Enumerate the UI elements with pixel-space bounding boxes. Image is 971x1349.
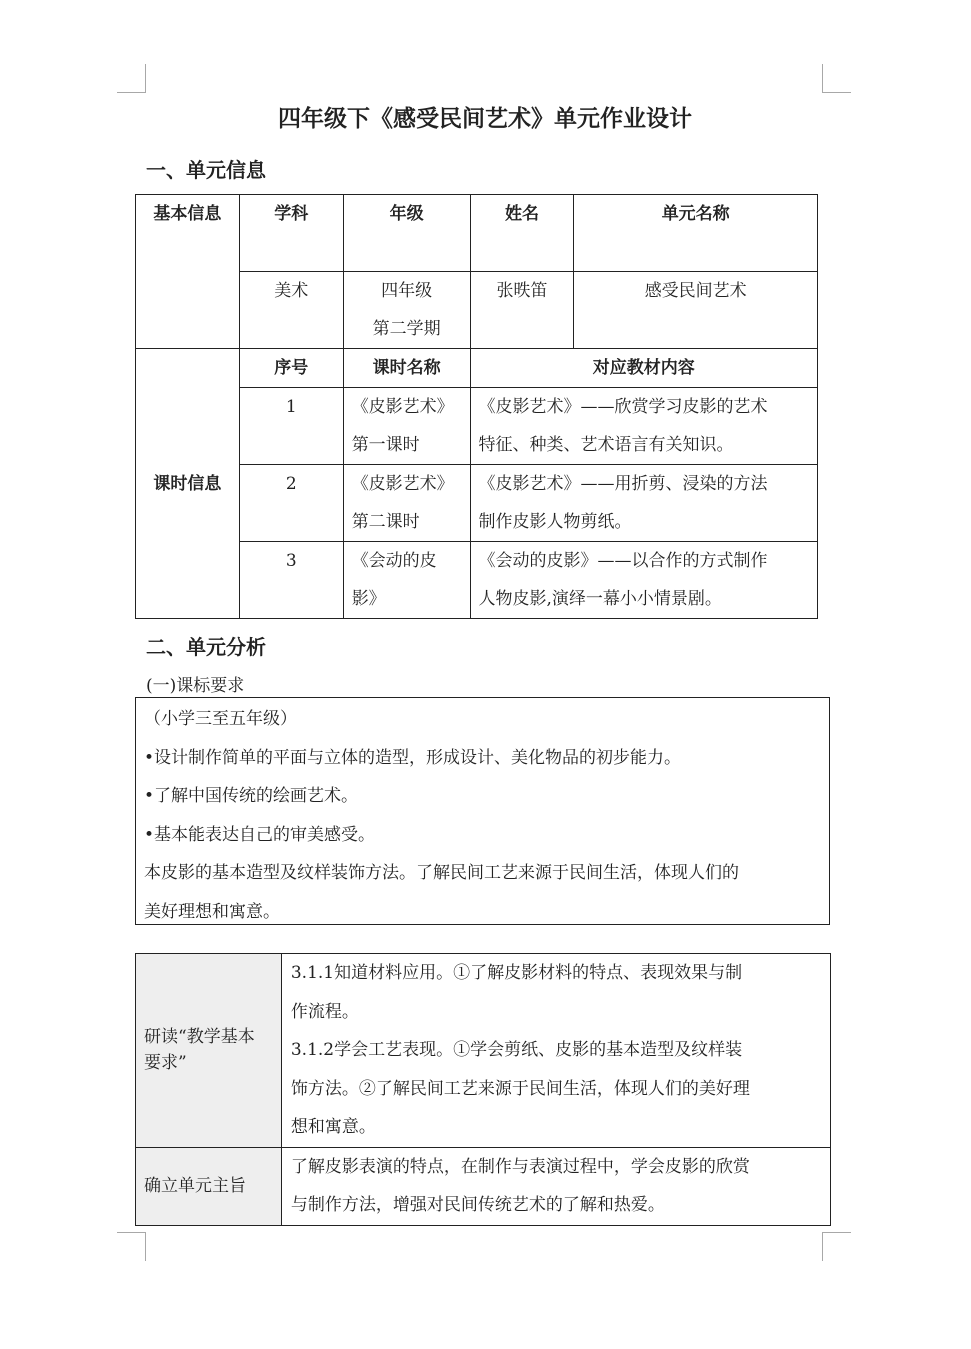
header-unit-name: 单元名称 (574, 195, 818, 272)
crop-mark-bottom-left (117, 1232, 146, 1261)
lesson-name-line2: 第一课时 (351, 435, 420, 455)
lesson-info-label: 课时信息 (136, 349, 240, 619)
cell-teacher-name: 张昳笛 (470, 272, 574, 349)
lesson-no: 2 (239, 465, 343, 542)
cell-grade-line1: 四年级 (381, 281, 433, 301)
basic-requirements-label (136, 954, 282, 1148)
standards-line: （小学三至五年级） (144, 709, 297, 729)
lesson-name-line1: 《会动的皮 (351, 551, 437, 571)
standards-line: •了解中国传统的绘画艺术。 (144, 786, 359, 806)
crop-mark-bottom-right (822, 1232, 851, 1261)
requirements-line: 饰方法。②了解民间工艺来源于民间生活，体现人们的美好理 (290, 1078, 750, 1099)
basic-requirements-label-line2: 要求” (144, 1053, 187, 1074)
basic-requirements-content (281, 954, 830, 1148)
lesson-content-line2: 特征、种类、艺术语言有关知识。 (478, 435, 734, 455)
subheading-curriculum-standards: (一)课标要求 (146, 676, 245, 696)
unit-theme-label: 确立单元主旨 (136, 1147, 282, 1225)
lesson-content-line1: 《皮影艺术》——用折剪、浸染的方法 (478, 474, 768, 494)
analysis-table (135, 953, 831, 1226)
standards-line: •设计制作简单的平面与立体的造型，形成设计、美化物品的初步能力。 (144, 747, 682, 768)
requirements-line: 想和寓意。 (290, 1117, 376, 1137)
header-lesson-name: 课时名称 (343, 349, 470, 388)
lesson-name-line1: 《皮影艺术》 (351, 474, 454, 494)
header-name: 姓名 (470, 195, 574, 272)
section-heading-unit-analysis: 二、单元分析 (146, 635, 266, 659)
lesson-name-line2: 第二课时 (351, 512, 420, 532)
lesson-content-line2: 制作皮影人物剪纸。 (478, 512, 632, 532)
lesson-no: 3 (239, 542, 343, 619)
unit-theme-content (281, 1147, 830, 1225)
cell-subject: 美术 (239, 272, 343, 349)
curriculum-standards-box (135, 697, 830, 925)
cell-unit-name: 感受民间艺术 (574, 272, 818, 349)
document-title: 四年级下《感受民间艺术》单元作业设计 (278, 106, 692, 132)
lesson-name (343, 388, 470, 465)
lesson-content-line1: 《会动的皮影》——以合作的方式制作 (478, 551, 768, 571)
requirements-line: 3.1.2学会工艺表现。①学会剪纸、皮影的基本造型及纹样装 (290, 1040, 743, 1060)
standards-line: 美好理想和寓意。 (144, 901, 280, 922)
lesson-content (470, 542, 817, 619)
basic-requirements-label-line1: 研读“教学基本 (144, 1027, 255, 1048)
standards-line: 本皮影的基本造型及纹样装饰方法。了解民间工艺来源于民间生活，体现人们的 (144, 863, 739, 883)
standards-line: •基本能表达自己的审美感受。 (144, 824, 376, 845)
lesson-content-line1: 《皮影艺术》——欣赏学习皮影的艺术 (478, 397, 768, 417)
lesson-name (343, 542, 470, 619)
unit-info-table (135, 194, 818, 619)
header-lesson-content: 对应教材内容 (470, 349, 817, 388)
lesson-content (470, 465, 817, 542)
lesson-name-line2: 影》 (351, 589, 386, 609)
requirements-line: 作流程。 (290, 1001, 359, 1022)
requirements-line: 3.1.1知道材料应用。①了解皮影材料的特点、表现效果与制 (290, 963, 743, 983)
cell-grade (343, 272, 470, 349)
lesson-name (343, 465, 470, 542)
cell-grade-line2: 第二学期 (372, 319, 441, 339)
lesson-name-line1: 《皮影艺术》 (351, 397, 454, 417)
header-lesson-no: 序号 (239, 349, 343, 388)
header-grade: 年级 (343, 195, 470, 272)
crop-mark-top-left (117, 64, 146, 93)
lesson-content (470, 388, 817, 465)
header-subject: 学科 (239, 195, 343, 272)
theme-line: 与制作方法，增强对民间传统艺术的了解和热爱。 (290, 1195, 665, 1215)
section-heading-unit-info: 一、单元信息 (146, 158, 266, 182)
theme-line: 了解皮影表演的特点，在制作与表演过程中，学会皮影的欣赏 (290, 1156, 750, 1177)
lesson-content-line2: 人物皮影,演绎一幕小小情景剧。 (478, 589, 722, 609)
basic-info-label: 基本信息 (136, 195, 240, 349)
lesson-no: 1 (239, 388, 343, 465)
crop-mark-top-right (822, 64, 851, 93)
